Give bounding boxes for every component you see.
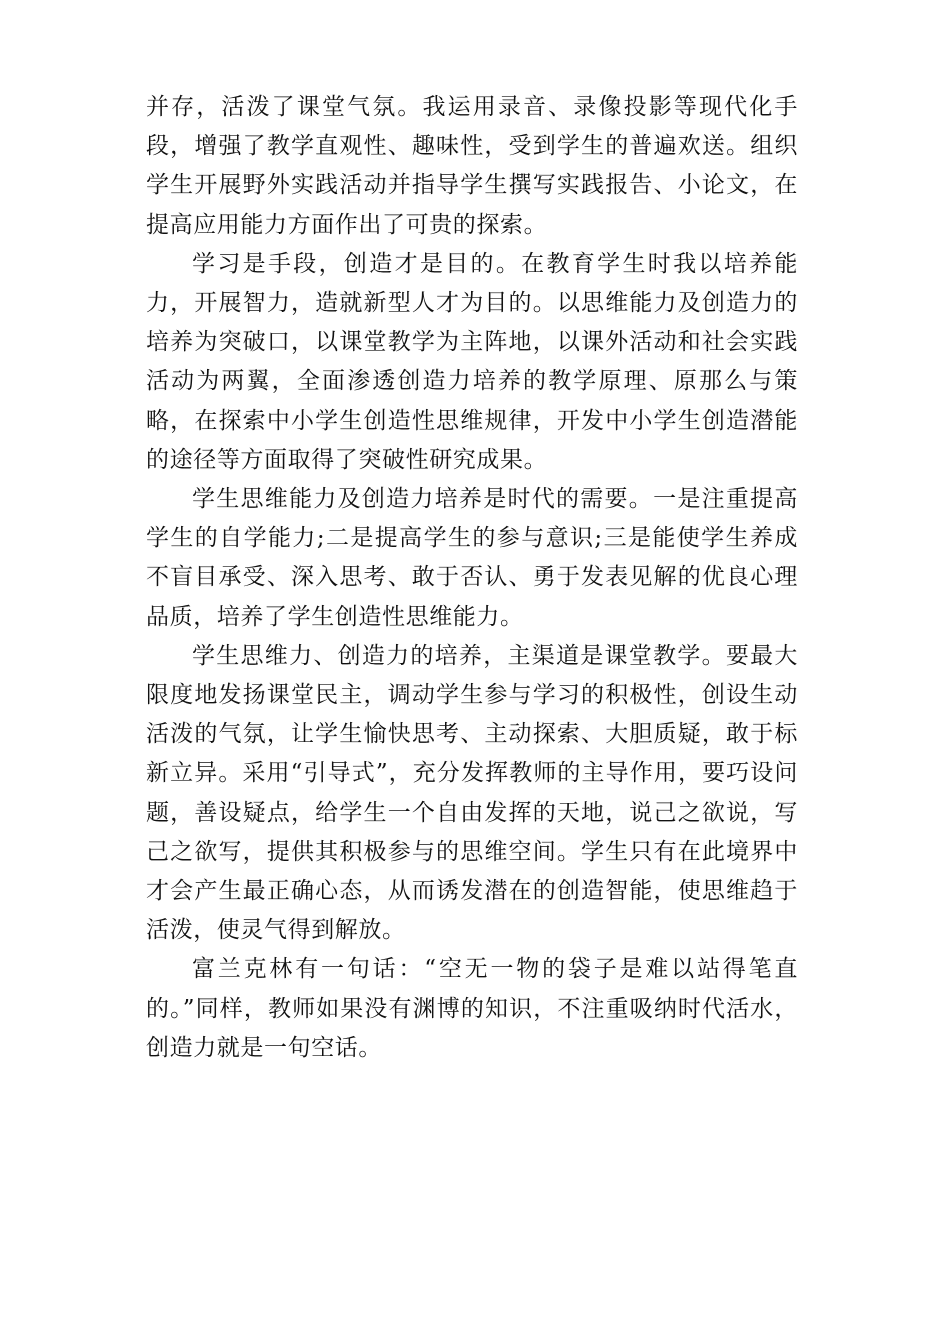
document-page — [146, 88, 798, 1068]
paragraph-4: 学生思维力、创造力的培养，主渠道是课堂教学。要最大限度地发扬课堂民主，调动学生参与学习的积极性，创设生动活泼的气氛，让学生愉快思考、主动探索、大胆质疑，敢于标新立异。采用“引导式”，充分发挥教师的主导作用，要巧设问题，善设疑点，给学生一个自由发挥的天地，说己之欲说，写己之欲写，提供其积极参与的思维空间。学生只有在此境界中才会产生最正确心态，从而诱发潜在的创造智能，使思维趋于活泼，使灵气得到解放。 — [146, 642, 798, 944]
paragraph-1: 并存，活泼了课堂气氛。我运用录音、录像投影等现代化手段，增强了教学直观性、趣味性，受到学生的普遍欢送。组织学生开展野外实践活动并指导学生撰写实践报告、小论文，在提高应用能力方面作出了可贵的探索。 — [146, 94, 798, 238]
paragraph-2: 学习是手段，创造才是目的。在教育学生时我以培养能力，开展智力，造就新型人才为目的。以思维能力及创造力的培养为突破口，以课堂教学为主阵地，以课外活动和社会实践活动为两翼，全面渗透创造力培养的教学原理、原那么与策略，在探索中小学生创造性思维规律，开发中小学生创造潜能的途径等方面取得了突破性研究成果。 — [146, 250, 798, 473]
paragraph-3: 学生思维能力及创造力培养是时代的需要。一是注重提高学生的自学能力;二是提高学生的参与意识;三是能使学生养成不盲目承受、深入思考、敢于否认、勇于发表见解的优良心理品质，培养了学生创造性思维能力。 — [146, 486, 798, 630]
paragraph-5: 富兰克林有一句话：“空无一物的袋子是难以站得笔直的。”同样，教师如果没有渊博的知识，不注重吸纳时代活水，创造力就是一句空话。 — [146, 956, 798, 1061]
